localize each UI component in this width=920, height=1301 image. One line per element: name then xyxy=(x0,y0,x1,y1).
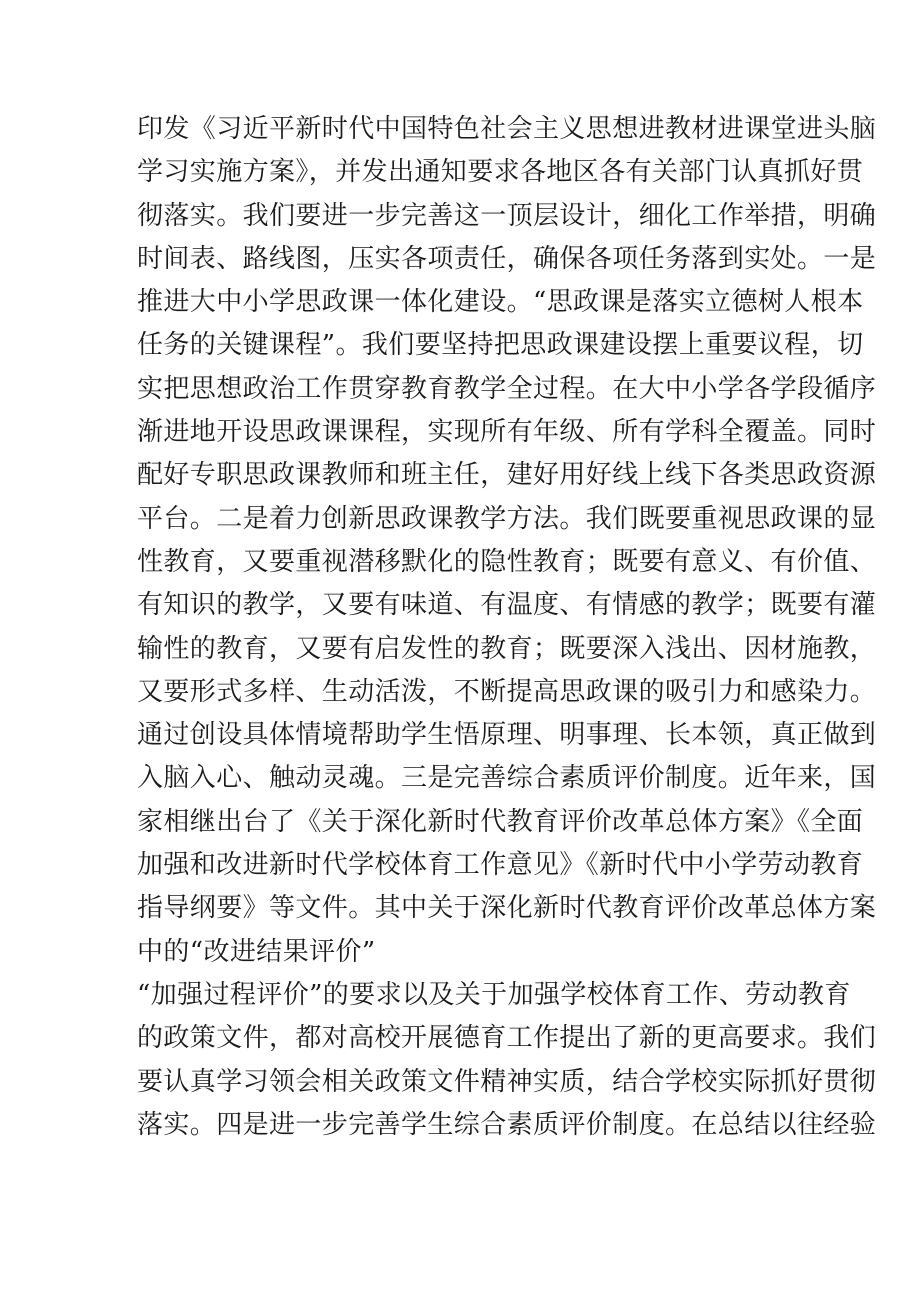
text-line: 学习实施方案》，并发出通知要求各地区各有关部门认真抓好贯 xyxy=(137,157,864,188)
text-line: 性教育，又要重视潜移默化的隐性教育；既要有意义、有价值、 xyxy=(137,546,877,577)
text-line: 要认真学习领会相关政策文件精神实质，结合学校实际抓好贯彻 xyxy=(137,1066,877,1097)
text-line: 指导纲要》等文件。其中关于深化新时代教育评价改革总体方案 xyxy=(137,893,877,924)
text-line: 家相继出台了《关于深化新时代教育评价改革总体方案》《全面 xyxy=(137,806,864,837)
text-line: 中的“改进结果评价” xyxy=(137,936,376,967)
text-line: 时间表、路线图，压实各项责任，确保各项任务落到实处。一是 xyxy=(137,243,877,274)
text-line: 输性的教育，又要有启发性的教育；既要深入浅出、因材施教， xyxy=(137,633,877,664)
text-line: 配好专职思政课教师和班主任，建好用好线上线下各类思政资源 xyxy=(137,460,877,491)
text-line: 渐进地开设思政课课程，实现所有年级、所有学科全覆盖。同时 xyxy=(137,417,877,448)
text-line: 推进大中小学思政课一体化建设。“思政课是落实立德树人根本 xyxy=(137,287,864,318)
text-line: 落实。四是进一步完善学生综合素质评价制度。在总结以往经验 xyxy=(137,1109,877,1140)
body-text xyxy=(137,108,877,1147)
text-line: “加强过程评价”的要求以及关于加强学校体育工作、劳动教育 xyxy=(137,979,851,1010)
text-line: 的政策文件，都对高校开展德育工作提出了新的更高要求。我们 xyxy=(137,1023,877,1054)
text-line: 实把思想政治工作贯穿教育教学全过程。在大中小学各学段循序 xyxy=(137,373,877,404)
text-line: 任务的关键课程”。我们要坚持把思政课建设摆上重要议程，切 xyxy=(137,330,864,361)
text-line: 平台。二是着力创新思政课教学方法。我们既要重视思政课的显 xyxy=(137,503,877,534)
text-line: 加强和改进新时代学校体育工作意见》《新时代中小学劳动教育 xyxy=(137,850,864,881)
text-line: 又要形式多样、生动活泼，不断提高思政课的吸引力和感染力。 xyxy=(137,676,877,707)
text-line: 印发《习近平新时代中国特色社会主义思想进教材进课堂进头脑 xyxy=(137,114,877,144)
text-line: 入脑入心、触动灵魂。三是完善综合素质评价制度。近年来，国 xyxy=(137,763,877,794)
text-line: 彻落实。我们要进一步完善这一顶层设计，细化工作举措，明确 xyxy=(137,200,877,231)
text-line: 有知识的教学，又要有味道、有温度、有情感的教学；既要有灌 xyxy=(137,590,877,621)
text-line: 通过创设具体情境帮助学生悟原理、明事理、长本领，真正做到 xyxy=(137,720,877,751)
